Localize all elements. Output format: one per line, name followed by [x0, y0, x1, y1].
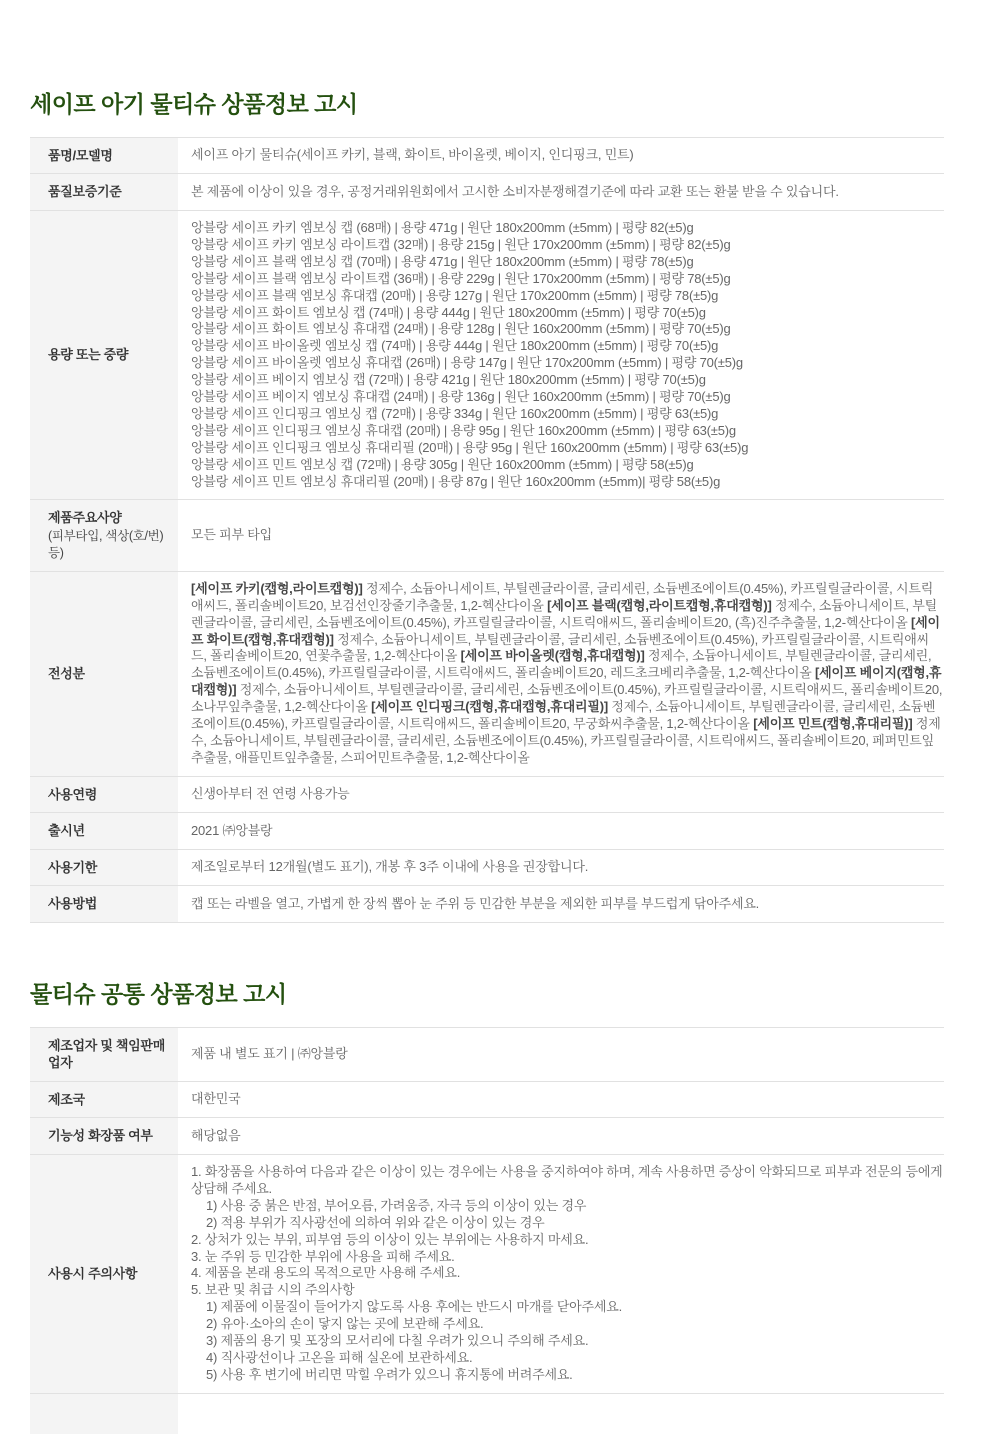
row-label: 품질보증기준 [30, 174, 178, 210]
row-label: 전성분 [30, 572, 178, 776]
row-label: 용량 또는 중량 [30, 211, 178, 500]
table-row-expiration [30, 850, 944, 887]
row-value: 해당없음 [191, 1127, 241, 1143]
row-label: 기능성 화장품 여부 [30, 1118, 178, 1154]
row-value: 대한민국 [191, 1091, 241, 1107]
table-row-country [30, 1082, 944, 1119]
row-value: 제조일로부터 12개월(별도 표기), 개봉 후 3주 이내에 사용을 권장합니다. [191, 859, 589, 875]
row-label: 제조업자 및 책임판매업자 [30, 1028, 178, 1081]
table-row-quality-assurance [30, 174, 944, 211]
table-row-manufacturer [30, 1028, 944, 1082]
table-row-precautions [30, 1155, 944, 1394]
ingredient-list-text: 정제수, 소듐아니세이트, 부틸렌글라이콜, 글리세린, 소듐벤조에이트(0.45%), 카프릴릴글라이콜, 시트릭애씨드, 폴리솔베이트20, 소나무잎추출물, 1,2-헥산다이올 [191, 682, 943, 715]
table-row-ingredients [30, 572, 944, 777]
ingredient-list-text: 정제수, 소듐아니세이트, 부틸렌글라이콜, 글리세린, 소듐벤조에이트(0.45%), 카프릴릴글라이콜, 시트릭애씨드, 폴리솔베이트20, 보검선인장줄기추출물, 1,2-헥산다이올 [191, 580, 934, 613]
capacity-line: 앙블랑 세이프 카키 엠보싱 캡 (68매) | 용량 471g | 원단 180x200mm (±5mm) | 평량 82(±5)g [191, 219, 694, 235]
row-label [30, 500, 178, 570]
capacity-line: 앙블랑 세이프 인디핑크 엠보싱 캡 (72매) | 용량 334g | 원단 160x200mm (±5mm) | 평량 63(±5)g [191, 405, 719, 421]
ingredient-group-name: [세이프 화이트(캡형,휴대캡형)] [191, 614, 940, 647]
capacity-line: 앙블랑 세이프 바이올렛 엠보싱 휴대캡 (26매) | 용량 147g | 원단 170x200mm (±5mm) | 평량 70(±5)g [191, 355, 743, 371]
precaution-line: 2) 유아·소아의 손이 닿지 않는 곳에 보관해 주세요. [206, 1316, 484, 1332]
ingredient-group-name: [세이프 카키(캡형,라이트캡형)] [191, 580, 363, 596]
section-title-baby-wipes: 세이프 아기 물티슈 상품정보 고시 [30, 91, 358, 117]
capacity-line: 앙블랑 세이프 블랙 엠보싱 휴대캡 (20매) | 용량 127g | 원단 170x200mm (±5mm) | 평량 78(±5)g [191, 287, 719, 303]
table-row-main-spec [30, 500, 944, 571]
precaution-line: 4. 제품을 본래 용도의 목적으로만 사용해 주세요. [191, 1265, 461, 1281]
table-row-release-year [30, 813, 944, 850]
ingredient-group-name: [세이프 바이올렛(캡형,휴대캡형)] [460, 648, 645, 664]
capacity-line: 앙블랑 세이프 블랙 엠보싱 라이트캡 (36매) | 용량 229g | 원단 170x200mm (±5mm) | 평량 78(±5)g [191, 270, 731, 286]
row-label: 출시년 [30, 813, 178, 849]
ingredient-group-name: [세이프 민트(캡형,휴대리필)] [753, 716, 913, 732]
row-value: 신생아부터 전 연령 사용가능 [191, 786, 350, 802]
row-label [30, 1394, 178, 1434]
capacity-line: 앙블랑 세이프 블랙 엠보싱 캡 (70매) | 용량 471g | 원단 180x200mm (±5mm) | 평량 78(±5)g [191, 253, 694, 269]
row-value: 세이프 아기 물티슈(세이프 카키, 블랙, 화이트, 바이올렛, 베이지, 인디핑크, 민트) [191, 147, 634, 163]
ingredient-group-name: [세이프 베이지(캡형,휴대캡형)] [191, 665, 942, 698]
row-label: 품명/모델명 [30, 138, 178, 174]
row-label: 사용방법 [30, 886, 178, 922]
row-label: 사용시 주의사항 [30, 1155, 178, 1393]
row-value: 제품 내 별도 표기 | ㈜앙블랑 [191, 1045, 348, 1061]
precaution-line: 2. 상처가 있는 부위, 피부염 등의 이상이 있는 부위에는 사용하지 마세요. [191, 1231, 589, 1247]
precaution-line: 1) 사용 중 붉은 반점, 부어오름, 가려움증, 자극 등의 이상이 있는 경우 [206, 1197, 587, 1213]
capacity-line: 앙블랑 세이프 바이올렛 엠보싱 캡 (74매) | 용량 444g | 원단 180x200mm (±5mm) | 평량 70(±5)g [191, 338, 719, 354]
capacity-line: 앙블랑 세이프 베이지 엠보싱 캡 (72매) | 용량 421g | 원단 180x200mm (±5mm) | 평량 70(±5)g [191, 372, 706, 388]
precaution-line: 1) 제품에 이물질이 들어가지 않도록 사용 후에는 반드시 마개를 닫아주세요. [206, 1299, 623, 1315]
capacity-line: 앙블랑 세이프 인디핑크 엠보싱 휴대캡 (20매) | 용량 95g | 원단 160x200mm (±5mm) | 평량 63(±5)g [191, 422, 736, 438]
ingredient-list-text: 정제수, 소듐아니세이트, 부틸렌글라이콜, 글리세린, 소듐벤조에이트(0.45%), 카프릴릴글라이콜, 시트릭애씨드, 폴리솔베이트20, (흑)진주추출물, 1,2-헥산다이올 [191, 597, 937, 630]
baby-wipes-info-table [30, 137, 944, 923]
capacity-line: 앙블랑 세이프 베이지 엠보싱 휴대캡 (24매) | 용량 136g | 원단 160x200mm (±5mm) | 평량 70(±5)g [191, 389, 731, 405]
row-label: 사용기한 [30, 850, 178, 886]
row-value: 모든 피부 타입 [191, 527, 272, 543]
precaution-line: 5) 사용 후 변기에 버리면 막힐 우려가 있으니 휴지통에 버려주세요. [206, 1366, 573, 1382]
precaution-line: 3) 제품의 용기 및 포장의 모서리에 다칠 우려가 있으니 주의해 주세요. [206, 1333, 589, 1349]
precaution-line: 5. 보관 및 취급 시의 주의사항 [191, 1282, 355, 1298]
row-value [178, 1394, 944, 1434]
capacity-line: 앙블랑 세이프 화이트 엠보싱 캡 (74매) | 용량 444g | 원단 180x200mm (±5mm) | 평량 70(±5)g [191, 304, 706, 320]
row-value: 캡 또는 라벨을 열고, 가볍게 한 장씩 뽑아 눈 주위 등 민감한 부분을 제외한 피부를 부드럽게 닦아주세요. [191, 895, 760, 911]
capacity-line: 앙블랑 세이프 카키 엠보싱 라이트캡 (32매) | 용량 215g | 원단 170x200mm (±5mm) | 평량 82(±5)g [191, 236, 731, 252]
ingredient-group-name: [세이프 인디핑크(캡형,휴대캡형,휴대리필)] [371, 699, 608, 715]
ingredient-list-text: 정제수, 소듐아니세이트, 부틸렌글라이콜, 글리세린, 소듐벤조에이트(0.45%), 카프릴릴글라이콜, 시트릭애씨드, 폴리솔베이트20, 무궁화씨추출물, 1,2-헥산다이올 [191, 699, 936, 732]
section-title-common-wipes: 물티슈 공통 상품정보 고시 [30, 980, 287, 1007]
table-row-clipped-bottom [30, 1394, 944, 1434]
capacity-line: 앙블랑 세이프 인디핑크 엠보싱 휴대리필 (20매) | 용량 95g | 원단 160x200mm (±5mm) | 평량 63(±5)g [191, 439, 749, 455]
row-label-sub: (피부타입, 색상(호/번) 등) [48, 529, 164, 560]
table-row-product-name [30, 138, 944, 175]
precaution-line: 4) 직사광선이나 고온을 피해 실온에 보관하세요. [206, 1349, 473, 1365]
ingredient-group-name: [세이프 블랙(캡형,라이트캡형,휴대캡형)] [547, 597, 772, 613]
row-label: 사용연령 [30, 777, 178, 813]
ingredients-text [178, 572, 944, 776]
table-row-usage-method [30, 886, 944, 923]
capacity-line-list [178, 211, 944, 500]
capacity-line: 앙블랑 세이프 민트 엠보싱 휴대리필 (20매) | 용량 87g | 원단 160x200mm (±5mm)| 평량 58(±5)g [191, 473, 721, 489]
ingredient-list-text: 정제수, 소듐아니세이트, 부틸렌글라이콜, 글리세린, 소듐벤조에이트(0.45%), 카프릴릴글라이콜, 시트릭애씨드, 폴리솔베이트20, 연꽃추출물, 1,2-헥산다이올 [191, 631, 929, 664]
table-row-usage-age [30, 777, 944, 814]
table-row-capacity [30, 211, 944, 501]
precaution-line-list [178, 1155, 944, 1393]
row-value: 본 제품에 이상이 있을 경우, 공정거래위원회에서 고시한 소비자분쟁해결기준에 따라 교환 또는 환불 받을 수 있습니다. [191, 183, 839, 199]
ingredient-list-text: 정제수, 소듐아니세이트, 부틸렌글라이콜, 글리세린, 소듐벤조에이트(0.45%), 카프릴릴글라이콜, 시트릭애씨드, 폴리솔베이트20, 레드초크베리추출물, 1,2-헥산다이올 [191, 648, 932, 681]
capacity-line: 앙블랑 세이프 민트 엠보싱 캡 (72매) | 용량 305g | 원단 160x200mm (±5mm) | 평량 58(±5)g [191, 456, 694, 472]
row-label-main: 제품주요사양 [48, 510, 122, 526]
table-row-functional [30, 1118, 944, 1155]
capacity-line: 앙블랑 세이프 화이트 엠보싱 휴대캡 (24매) | 용량 128g | 원단 160x200mm (±5mm) | 평량 70(±5)g [191, 321, 731, 337]
precaution-line: 1. 화장품을 사용하여 다음과 같은 이상이 있는 경우에는 사용을 중지하여야 하며, 계속 사용하면 증상이 악화되므로 피부과 전문의 등에게 상담해 주세요. [191, 1164, 943, 1196]
common-wipes-info-table [30, 1027, 944, 1434]
precaution-line: 3. 눈 주위 등 민감한 부위에 사용을 피해 주세요. [191, 1248, 455, 1264]
row-label: 제조국 [30, 1082, 178, 1118]
ingredient-list-text: 정제수, 소듐아니세이트, 부틸렌글라이콜, 글리세린, 소듐벤조에이트(0.45%), 카프릴릴글라이콜, 시트릭애씨드, 폴리솔베이트20, 페퍼민트잎추출물, 애플민트잎추출물, 스피어민트추출물, 1,2-헥산다이올 [191, 716, 941, 765]
precaution-line: 2) 적용 부위가 직사광선에 의하여 위와 같은 이상이 있는 경우 [206, 1214, 545, 1230]
row-value: 2021 ㈜앙블랑 [191, 822, 273, 838]
